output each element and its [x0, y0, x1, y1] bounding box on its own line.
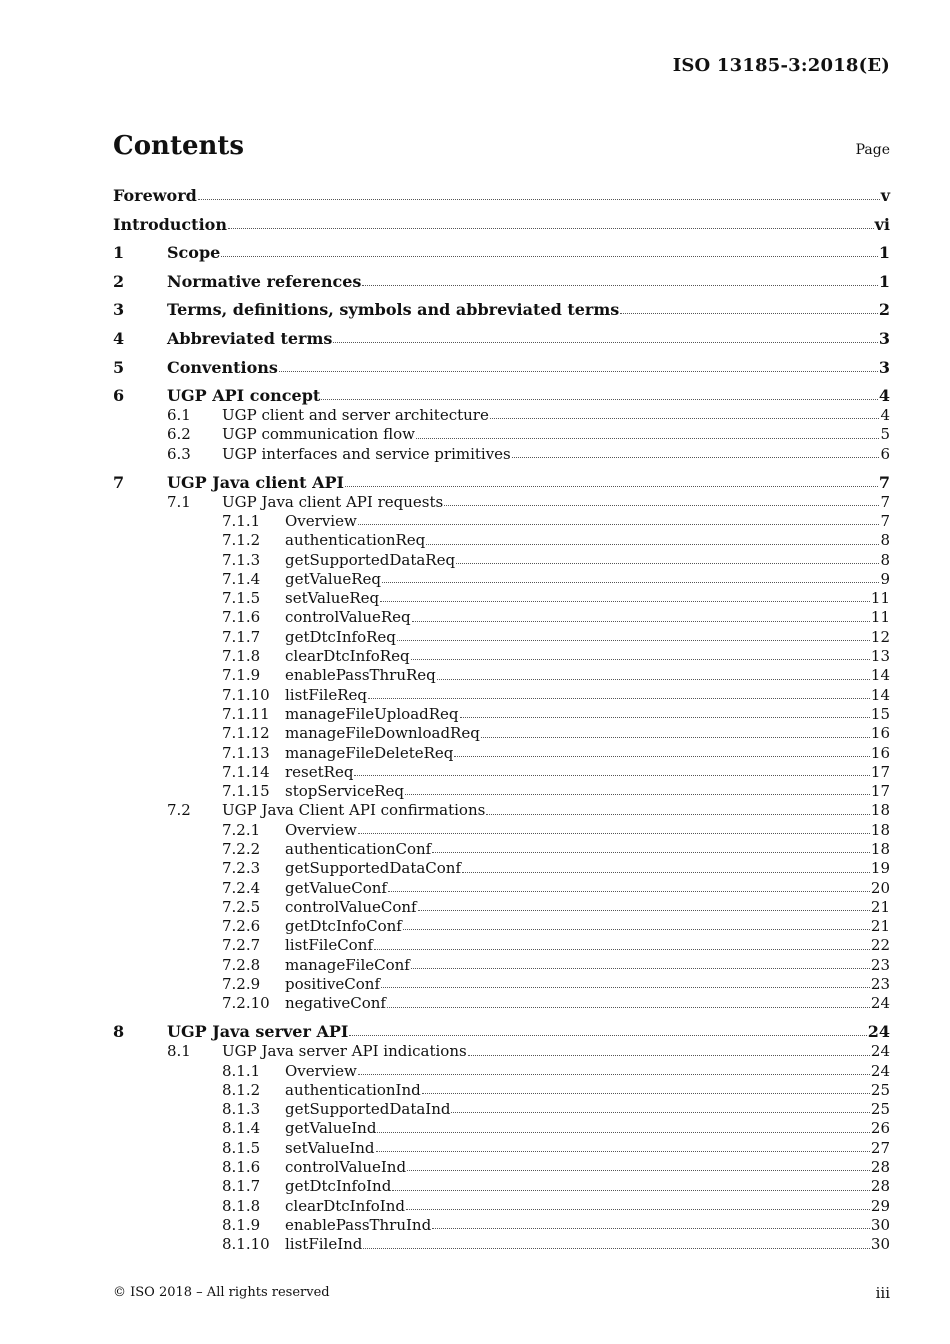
dot-leader [382, 581, 879, 583]
toc-entry-number: 7 [113, 472, 125, 492]
toc-entry-title: Overview [285, 511, 357, 530]
dot-leader [198, 198, 880, 200]
toc-entry-title: stopServiceReq [285, 782, 405, 801]
dot-leader [362, 284, 877, 286]
toc-entry-page: 2 [878, 300, 890, 320]
toc-entry-number: 8.1.5 [222, 1138, 261, 1157]
toc-entry-title: getDtcInfoReq [285, 627, 396, 646]
toc-entry-number: 7.1.10 [222, 685, 270, 704]
document-id: ISO 13185-3:2018(E) [672, 55, 890, 76]
toc-entry-page: 15 [870, 704, 890, 723]
toc-entry-page: 8 [880, 550, 890, 569]
toc-entry-page: 30 [870, 1215, 890, 1234]
dot-leader [481, 736, 870, 738]
toc-entry-number: 7.1.12 [222, 724, 270, 743]
dot-leader [368, 697, 870, 699]
toc-entry-number: 7.1.8 [222, 647, 261, 666]
dot-leader [387, 1006, 870, 1008]
toc-entry-page: 7 [880, 492, 890, 511]
toc-entry-number: 7.1.13 [222, 743, 270, 762]
toc-entry-title: getDtcInfoConf [285, 917, 402, 936]
toc-entry[interactable] [113, 666, 890, 685]
toc-entry-page: 28 [870, 1177, 890, 1196]
toc-entry-page: 26 [870, 1119, 890, 1138]
toc-entry-number: 8 [113, 1022, 125, 1042]
toc-entry[interactable] [113, 744, 890, 763]
toc-entry[interactable] [113, 879, 890, 898]
toc-entry-title: UGP interfaces and service primitives [222, 444, 511, 463]
toc-entry-page: 20 [870, 878, 890, 897]
dot-leader [460, 716, 870, 718]
toc-entry-number: 7.1.15 [222, 782, 270, 801]
toc-entry-page: 24 [867, 1022, 890, 1042]
dot-leader [380, 600, 870, 602]
toc-entry[interactable] [113, 705, 890, 724]
dot-leader [221, 255, 878, 257]
toc-entry-number: 8.1.4 [222, 1119, 261, 1138]
toc-entry[interactable] [113, 215, 890, 235]
toc-entry-page: 21 [870, 897, 890, 916]
dot-leader [377, 1131, 869, 1133]
toc-entry[interactable] [113, 1119, 890, 1138]
toc-entry-number: 7.1.2 [222, 531, 261, 550]
toc-entry-title: listFileConf [285, 936, 373, 955]
dot-leader [620, 312, 878, 314]
toc-entry-page: 13 [870, 647, 890, 666]
dot-leader [405, 793, 870, 795]
toc-entry-number: 7.1.4 [222, 569, 261, 588]
dot-leader [411, 658, 870, 660]
toc-entry-page: 22 [870, 936, 890, 955]
toc-entry-title: clearDtcInfoReq [285, 647, 410, 666]
toc-entry-page: 27 [870, 1138, 890, 1157]
toc-entry-title: getValueConf [285, 878, 387, 897]
page-number: iii [875, 1284, 890, 1302]
toc-entry-page: 25 [870, 1100, 890, 1119]
dot-leader [363, 1247, 870, 1249]
toc-entry-page: 18 [870, 820, 890, 839]
toc-entry[interactable] [113, 551, 890, 570]
dot-leader [228, 227, 874, 229]
toc-entry-title: authenticationInd [285, 1080, 421, 1099]
toc-entry-page: 9 [880, 569, 890, 588]
toc-entry-page: 21 [870, 917, 890, 936]
toc-entry-title: Scope [167, 243, 221, 263]
toc-entry-page: 8 [880, 531, 890, 550]
toc-entry-page: 24 [870, 994, 890, 1013]
toc-entry-number: 7.1 [167, 492, 191, 511]
toc-entry[interactable] [113, 386, 890, 406]
toc-entry-title: UGP Java server API [167, 1022, 349, 1042]
toc-entry-number: 7.1.5 [222, 589, 261, 608]
toc-entry-number: 7.1.14 [222, 762, 270, 781]
dot-leader [444, 504, 879, 506]
toc-entry[interactable] [113, 329, 890, 349]
dot-leader [279, 370, 878, 372]
dot-leader [406, 1208, 870, 1210]
toc-entry-title: authenticationConf [285, 839, 432, 858]
toc-entry-page: 23 [870, 955, 890, 974]
toc-entry-page: 11 [870, 608, 890, 627]
dot-leader [512, 456, 880, 458]
toc-entry[interactable] [113, 956, 890, 975]
toc-entry[interactable] [113, 859, 890, 878]
dot-leader [407, 1169, 870, 1171]
toc-entry-title: controlValueReq [285, 608, 411, 627]
toc-entry-number: 8.1 [167, 1042, 191, 1061]
toc-entry-number: 7.1.1 [222, 511, 261, 530]
toc-entry[interactable] [113, 300, 890, 320]
toc-entry-title: listFileReq [285, 685, 367, 704]
contents-heading: Contents [113, 131, 245, 161]
dot-leader [358, 1073, 870, 1075]
toc-entry-number: 7.2.2 [222, 839, 261, 858]
toc-entry[interactable] [113, 473, 890, 493]
toc-entry[interactable] [113, 898, 890, 917]
page-column-label: Page [855, 142, 890, 158]
dot-leader [321, 398, 878, 400]
toc-entry-number: 7.1.3 [222, 550, 261, 569]
toc-entry[interactable] [113, 1100, 890, 1119]
toc-entry[interactable] [113, 686, 890, 705]
toc-entry-title: resetReq [285, 762, 354, 781]
toc-entry-page: 24 [870, 1042, 890, 1061]
toc-entry[interactable] [113, 1158, 890, 1177]
toc-entry-page: 23 [870, 975, 890, 994]
dot-leader [422, 1092, 870, 1094]
toc-entry-title: getValueInd [285, 1119, 377, 1138]
toc-entry[interactable] [113, 936, 890, 955]
dot-leader [416, 437, 879, 439]
toc-entry-number: 5 [113, 357, 125, 377]
toc-entry-title: clearDtcInfoInd [285, 1196, 405, 1215]
toc-entry-page: 6 [880, 444, 890, 463]
toc-entry-page: v [880, 186, 890, 205]
toc-entry-title: negativeConf [285, 994, 386, 1013]
toc-entry-number: 7.1.11 [222, 704, 270, 723]
toc-entry-number: 7.2.10 [222, 994, 270, 1013]
toc-entry-title: UGP API concept [167, 386, 321, 406]
dot-leader [374, 948, 870, 950]
toc-entry-number: 8.1.7 [222, 1177, 261, 1196]
toc-entry[interactable] [113, 570, 890, 589]
toc-entry-title: getDtcInfoInd [285, 1177, 392, 1196]
toc-entry-number: 7.2.8 [222, 955, 261, 974]
dot-leader [345, 485, 878, 487]
toc-entry[interactable] [113, 1216, 890, 1235]
toc-entry[interactable] [113, 358, 890, 378]
toc-entry-number: 8.1.10 [222, 1235, 270, 1254]
toc-entry-number: 7.1.7 [222, 627, 261, 646]
toc-entry[interactable] [113, 186, 890, 206]
toc-entry-page: 4 [878, 386, 890, 406]
toc-entry-page: 18 [870, 801, 890, 820]
toc-entry-title: Overview [285, 1061, 357, 1080]
toc-entry-number: 1 [113, 243, 125, 263]
dot-leader [333, 341, 877, 343]
toc-entry[interactable] [113, 628, 890, 647]
toc-entry-number: 6.3 [167, 444, 191, 463]
toc-entry-number: 6.1 [167, 406, 191, 425]
toc-entry-title: UGP Java Client API confirmations [222, 801, 486, 820]
toc-entry-number: 7.1.9 [222, 666, 261, 685]
dot-leader [412, 620, 870, 622]
dot-leader [486, 813, 870, 815]
toc-entry-title: getValueReq [285, 569, 382, 588]
dot-leader [451, 1111, 869, 1113]
toc-entry-number: 8.1.6 [222, 1158, 261, 1177]
toc-entry-page: 16 [870, 743, 890, 762]
toc-entry-page: 3 [878, 357, 890, 377]
toc-entry-number: 2 [113, 271, 125, 291]
toc-entry-title: UGP client and server architecture [222, 406, 489, 425]
toc-entry-number: 3 [113, 300, 125, 320]
toc-entry-page: 11 [870, 589, 890, 608]
toc-entry-page: 28 [870, 1158, 890, 1177]
toc-entry-page: 5 [880, 425, 890, 444]
toc-entry-number: 7.2.1 [222, 820, 261, 839]
toc-entry-number: 8.1.3 [222, 1100, 261, 1119]
toc-entry[interactable] [113, 1235, 890, 1254]
dot-leader [381, 986, 870, 988]
toc-entry-title: Terms, definitions, symbols and abbreviated terms [167, 300, 620, 320]
toc-entry[interactable] [113, 1042, 890, 1061]
toc-entry[interactable] [113, 975, 890, 994]
toc-entry-page: 1 [878, 243, 890, 263]
toc-entry-number: 7.2.9 [222, 975, 261, 994]
toc-entry-title: manageFileDeleteReq [285, 743, 454, 762]
toc-entry-page: 17 [870, 762, 890, 781]
dot-leader [418, 909, 870, 911]
toc-entry[interactable] [113, 821, 890, 840]
toc-entry[interactable] [113, 406, 890, 425]
toc-entry-number: 7.2.7 [222, 936, 261, 955]
toc-entry-title: Foreword [113, 186, 197, 205]
toc-entry[interactable] [113, 1139, 890, 1158]
toc-entry-title: authenticationReq [285, 531, 426, 550]
toc-entry-title: UGP Java server API indications [222, 1042, 467, 1061]
toc-entry-title: controlValueInd [285, 1158, 407, 1177]
toc-entry-number: 6.2 [167, 425, 191, 444]
dot-leader [388, 890, 870, 892]
toc-entry-title: Abbreviated terms [167, 328, 333, 348]
toc-entry-page: vi [874, 214, 890, 234]
toc-entry[interactable] [113, 763, 890, 782]
dot-leader [437, 678, 870, 680]
copyright-notice: © ISO 2018 – All rights reserved [113, 1285, 330, 1300]
toc-entry-title: controlValueConf [285, 897, 417, 916]
toc-entry-number: 4 [113, 328, 125, 348]
toc-entry-title: Introduction [113, 214, 227, 234]
toc-entry-title: enablePassThruInd [285, 1215, 432, 1234]
toc-entry-number: 8.1.9 [222, 1215, 261, 1234]
toc-entry-page: 3 [878, 328, 890, 348]
toc-entry[interactable] [113, 801, 890, 820]
toc-entry-number: 7.2.4 [222, 878, 261, 897]
toc-entry-title: listFileInd [285, 1235, 363, 1254]
dot-leader [392, 1189, 870, 1191]
toc-entry[interactable] [113, 272, 890, 292]
toc-entry[interactable] [113, 512, 890, 531]
toc-entry-number: 7.2.5 [222, 897, 261, 916]
toc-entry-title: UGP Java client API [167, 472, 344, 492]
toc-entry-page: 17 [870, 782, 890, 801]
toc-entry-number: 7.2.3 [222, 859, 261, 878]
toc-entry-page: 19 [870, 859, 890, 878]
toc-entry-title: UGP Java client API requests [222, 492, 444, 511]
dot-leader [411, 967, 870, 969]
toc-entry-page: 16 [870, 724, 890, 743]
toc-entry[interactable] [113, 445, 890, 464]
toc-entry-title: enablePassThruReq [285, 666, 436, 685]
toc-entry-number: 7.1.6 [222, 608, 261, 627]
dot-leader [426, 543, 879, 545]
toc-entry[interactable] [113, 994, 890, 1013]
toc-entry[interactable] [113, 1197, 890, 1216]
toc-entry[interactable] [113, 1177, 890, 1196]
toc-entry-page: 25 [870, 1080, 890, 1099]
toc-entry-page: 30 [870, 1235, 890, 1254]
toc-entry-number: 7.2 [167, 801, 191, 820]
toc-entry-number: 7.2.6 [222, 917, 261, 936]
toc-entry[interactable] [113, 493, 890, 512]
toc-entry[interactable] [113, 1022, 890, 1042]
dot-leader [349, 1034, 866, 1036]
dot-leader [354, 774, 869, 776]
toc-entry-title: positiveConf [285, 975, 381, 994]
toc-entry-page: 14 [870, 666, 890, 685]
toc-entry-title: Conventions [167, 357, 278, 377]
dot-leader [490, 417, 880, 419]
dot-leader [432, 851, 870, 853]
toc-entry-title: Normative references [167, 271, 362, 291]
dot-leader [462, 871, 870, 873]
toc-entry-title: getSupportedDataInd [285, 1100, 451, 1119]
toc-entry-page: 7 [878, 472, 890, 492]
toc-entry[interactable] [113, 840, 890, 859]
toc-entry[interactable] [113, 724, 890, 743]
toc-entry[interactable] [113, 1062, 890, 1081]
toc-entry-title: manageFileDownloadReq [285, 724, 480, 743]
toc-entry[interactable] [113, 425, 890, 444]
dot-leader [376, 1150, 870, 1152]
dot-leader [397, 639, 870, 641]
toc-entry[interactable] [113, 589, 890, 608]
toc-entry-number: 8.1.8 [222, 1196, 261, 1215]
toc-entry[interactable] [113, 917, 890, 936]
toc-entry[interactable] [113, 243, 890, 263]
dot-leader [454, 755, 870, 757]
toc-entry[interactable] [113, 531, 890, 550]
toc-entry-page: 1 [878, 271, 890, 291]
toc-entry-page: 12 [870, 627, 890, 646]
dot-leader [403, 928, 870, 930]
toc-entry-title: setValueInd [285, 1138, 375, 1157]
dot-leader [358, 523, 880, 525]
toc-entry-title: manageFileConf [285, 955, 410, 974]
toc-entry-page: 4 [880, 406, 890, 425]
toc-entry-title: manageFileUploadReq [285, 704, 459, 723]
toc-entry-page: 29 [870, 1196, 890, 1215]
toc-entry-title: getSupportedDataConf [285, 859, 462, 878]
dot-leader [358, 832, 870, 834]
toc-entry[interactable] [113, 782, 890, 801]
toc-entry-page: 24 [870, 1061, 890, 1080]
toc-entry-title: Overview [285, 820, 357, 839]
toc-entry-title: getSupportedDataReq [285, 550, 456, 569]
dot-leader [456, 562, 879, 564]
toc-entry[interactable] [113, 647, 890, 666]
toc-entry-page: 14 [870, 685, 890, 704]
dot-leader [432, 1227, 870, 1229]
toc-entry-page: 18 [870, 839, 890, 858]
toc-entry-title: setValueReq [285, 589, 380, 608]
toc-entry[interactable] [113, 608, 890, 627]
table-of-contents [113, 186, 890, 1255]
toc-entry-number: 8.1.2 [222, 1080, 261, 1099]
toc-entry-number: 6 [113, 386, 125, 406]
toc-entry-number: 8.1.1 [222, 1061, 261, 1080]
toc-entry-title: UGP communication flow [222, 425, 415, 444]
toc-entry[interactable] [113, 1081, 890, 1100]
dot-leader [468, 1054, 870, 1056]
toc-entry-page: 7 [880, 511, 890, 530]
